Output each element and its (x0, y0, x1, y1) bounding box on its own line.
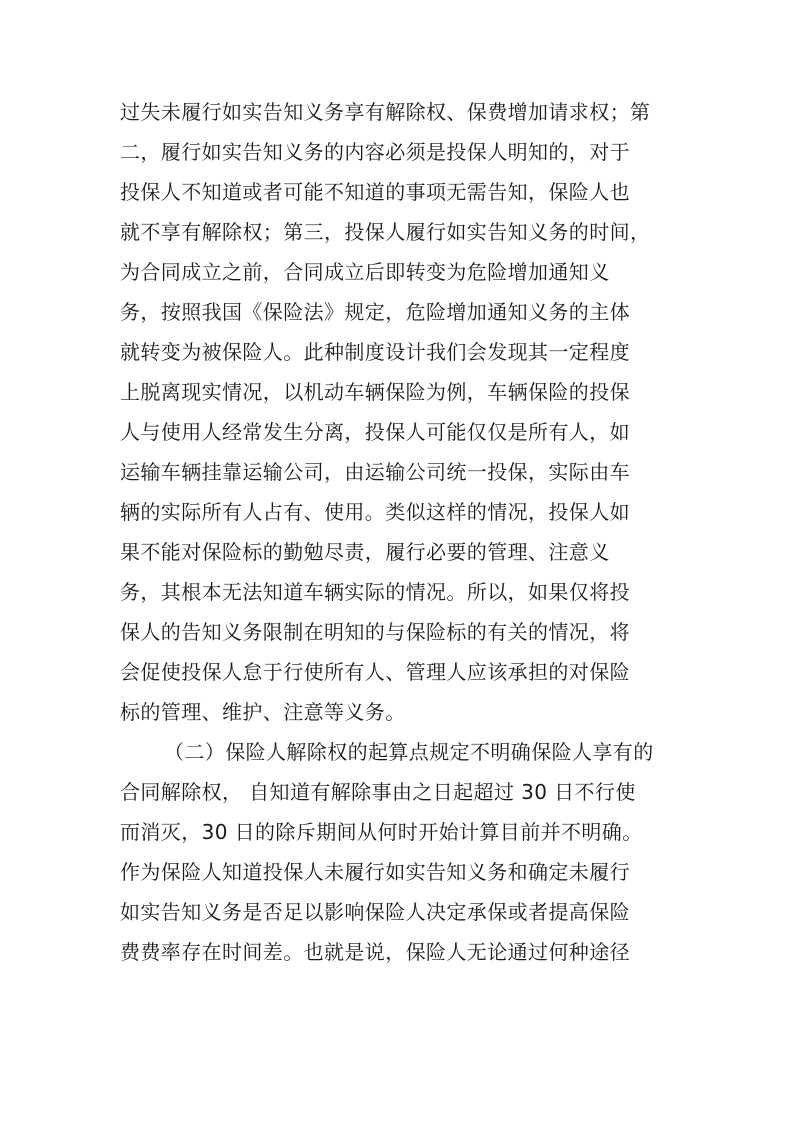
text-line: 人与使用人经常发生分离，投保人可能仅仅是所有人，如 (120, 420, 630, 444)
text-line: 运输车辆挂靠运输公司，由运输公司统一投保，实际由车 (120, 460, 630, 484)
text-line: 标的管理、维护、注意等义务。 (120, 700, 406, 724)
text-line: 务，按照我国《保险法》规定，危险增加通知义务的主体 (120, 300, 630, 324)
text-line: 二，履行如实告知义务的内容必须是投保人明知的，对于 (120, 140, 630, 164)
text-line: 过失未履行如实告知义务享有解除权、保费增加请求权；第 (120, 100, 651, 124)
text-line: 为合同成立之前，合同成立后即转变为危险增加通知义 (120, 260, 610, 284)
text-line: 作为保险人知道投保人未履行如实告知义务和确定未履行 (120, 860, 630, 884)
text-line: 合同解除权， 自知道有解除事由之日起超过 30 日不行使 (120, 780, 636, 804)
text-line: 费费率存在时间差。也就是说，保险人无论通过何种途径 (120, 940, 630, 964)
section-heading-line: （二）保险人解除权的起算点规定不明确保险人享有的 (164, 740, 654, 764)
text-line: 保人的告知义务限制在明知的与保险标的有关的情况，将 (120, 620, 630, 644)
body-text (120, 92, 680, 972)
text-line: 辆的实际所有人占有、使用。类似这样的情况，投保人如 (120, 500, 630, 524)
text-line: 就不享有解除权；第三，投保人履行如实告知义务的时间， (120, 220, 651, 244)
text-line: 上脱离现实情况，以机动车辆保险为例，车辆保险的投保 (120, 380, 630, 404)
text-line: 会促使投保人怠于行使所有人、管理人应该承担的对保险 (120, 660, 630, 684)
text-line: 务，其根本无法知道车辆实际的情况。所以，如果仅将投 (120, 580, 630, 604)
text-line: 就转变为被保险人。此种制度设计我们会发现其一定程度 (120, 340, 630, 364)
text-line: 果不能对保险标的勤勉尽责，履行必要的管理、注意义 (120, 540, 610, 564)
text-line: 投保人不知道或者可能不知道的事项无需告知，保险人也 (120, 180, 630, 204)
text-line: 如实告知义务是否足以影响保险人决定承保或者提高保险 (120, 900, 630, 924)
text-line: 而消灭，30 日的除斥期间从何时开始计算目前并不明确。 (120, 820, 643, 844)
